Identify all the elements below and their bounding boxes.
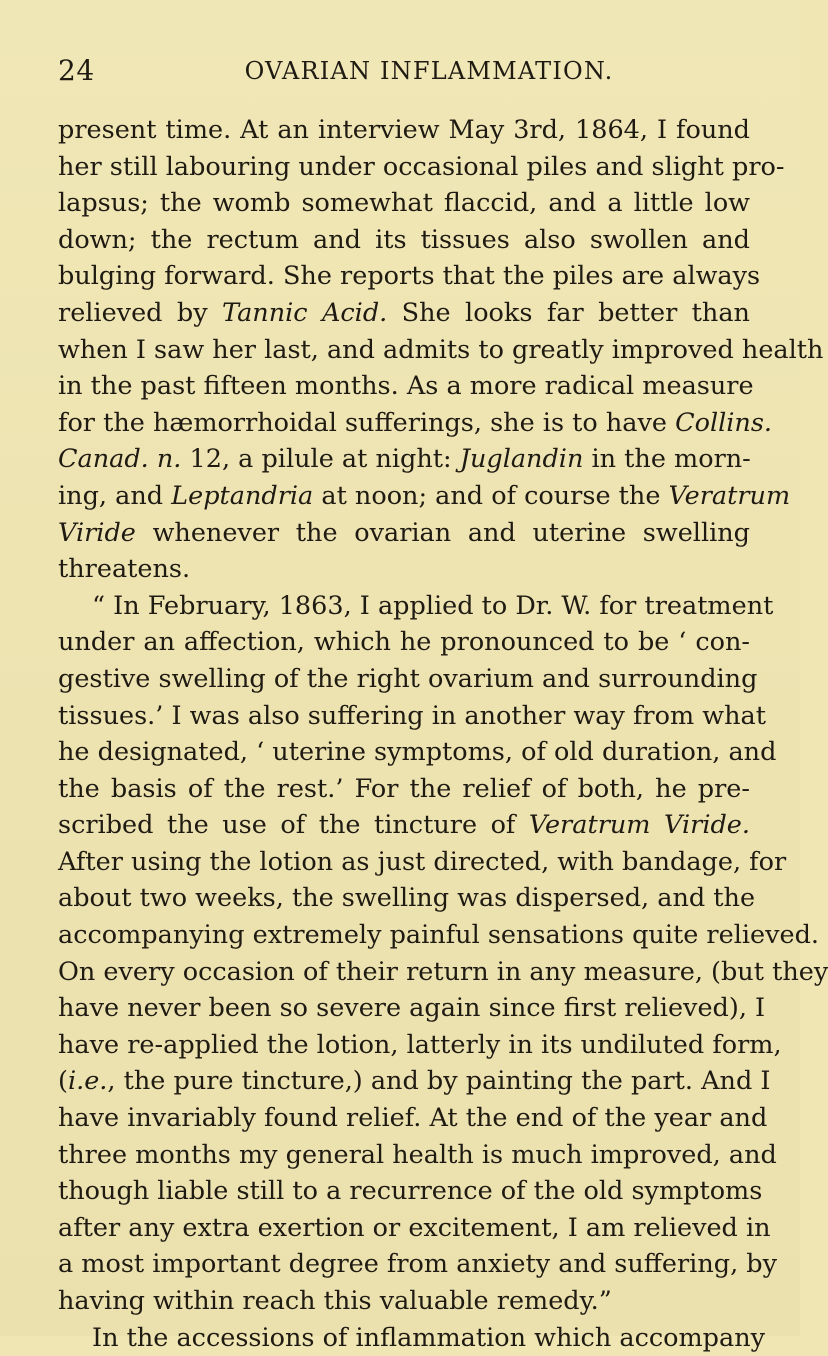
- text-line: (i.e., the pure tincture,) and by painting the part. And I: [58, 1066, 771, 1097]
- body-text: [58, 112, 828, 1356]
- running-head: OVARIAN INFLAMMATION.: [244, 57, 614, 85]
- text-line: have never been so severe again since first relieved), I: [58, 993, 766, 1024]
- text-line: a most important degree from anxiety and suffering, by: [58, 1249, 778, 1280]
- text-line: after any extra exertion or excitement, I am relieved in: [58, 1212, 771, 1243]
- text-line: her still labouring under occasional piles and slight pro-: [58, 151, 785, 182]
- text-line: gestive swelling of the right ovarium and surrounding: [58, 663, 758, 694]
- text-line: accompanying extremely painful sensations quite relieved.: [58, 920, 820, 951]
- text-line: tissues.’ I was also suffering in another way from what: [58, 700, 766, 731]
- page-header: [48, 54, 760, 88]
- text-line: ing, and Leptandria at noon; and of course the Veratrum: [58, 480, 791, 511]
- text-line: have re-applied the lotion, latterly in its undiluted form,: [58, 1029, 782, 1060]
- text-line: when I saw her last, and admits to greatly improved health: [58, 334, 824, 365]
- text-line: relieved by Tannic Acid. She looks far better than: [58, 297, 750, 328]
- text-line: Canad. n. 12, a pilule at night: Juglandin in the morn-: [58, 444, 751, 475]
- text-line: down; the rectum and its tissues also swollen and: [58, 224, 750, 255]
- text-line: On every occasion of their return in any measure, (but they: [58, 956, 828, 987]
- text-line: lapsus; the womb somewhat flaccid, and a little low: [58, 188, 750, 219]
- text-line: “ In February, 1863, I applied to Dr. W. for treatment: [92, 590, 774, 621]
- text-line: the basis of the rest.’ For the relief of both, he pre-: [58, 773, 750, 804]
- text-line: about two weeks, the swelling was dispersed, and the: [58, 883, 756, 914]
- text-line: he designated, ‘ uterine symptoms, of old duration, and: [58, 737, 777, 768]
- text-line: After using the lotion as just directed, with bandage, for: [58, 846, 787, 877]
- text-line: under an affection, which he pronounced to be ‘ con-: [58, 627, 750, 658]
- text-line: having within reach this valuable remedy.”: [58, 1286, 612, 1316]
- text-line: In the accessions of inflammation which accompany: [92, 1322, 766, 1353]
- text-line: threatens.: [58, 554, 191, 585]
- text-line: though liable still to a recurrence of the old symptoms: [58, 1176, 763, 1207]
- text-line: for the hæmorrhoidal sufferings, she is to have Collins.: [58, 407, 773, 438]
- text-line: have invariably found relief. At the end of the year and: [58, 1103, 768, 1134]
- text-line: three months my general health is much improved, and: [58, 1139, 777, 1170]
- text-line: in the past fifteen months. As a more radical measure: [58, 371, 754, 402]
- text-line: Viride whenever the ovarian and uterine swelling: [58, 517, 750, 548]
- page-number: 24: [58, 54, 95, 87]
- text-line: scribed the use of the tincture of Veratrum Viride.: [58, 810, 751, 841]
- text-line: present time. At an interview May 3rd, 1864, I found: [58, 115, 750, 145]
- text-line: bulging forward. She reports that the piles are always: [58, 261, 761, 292]
